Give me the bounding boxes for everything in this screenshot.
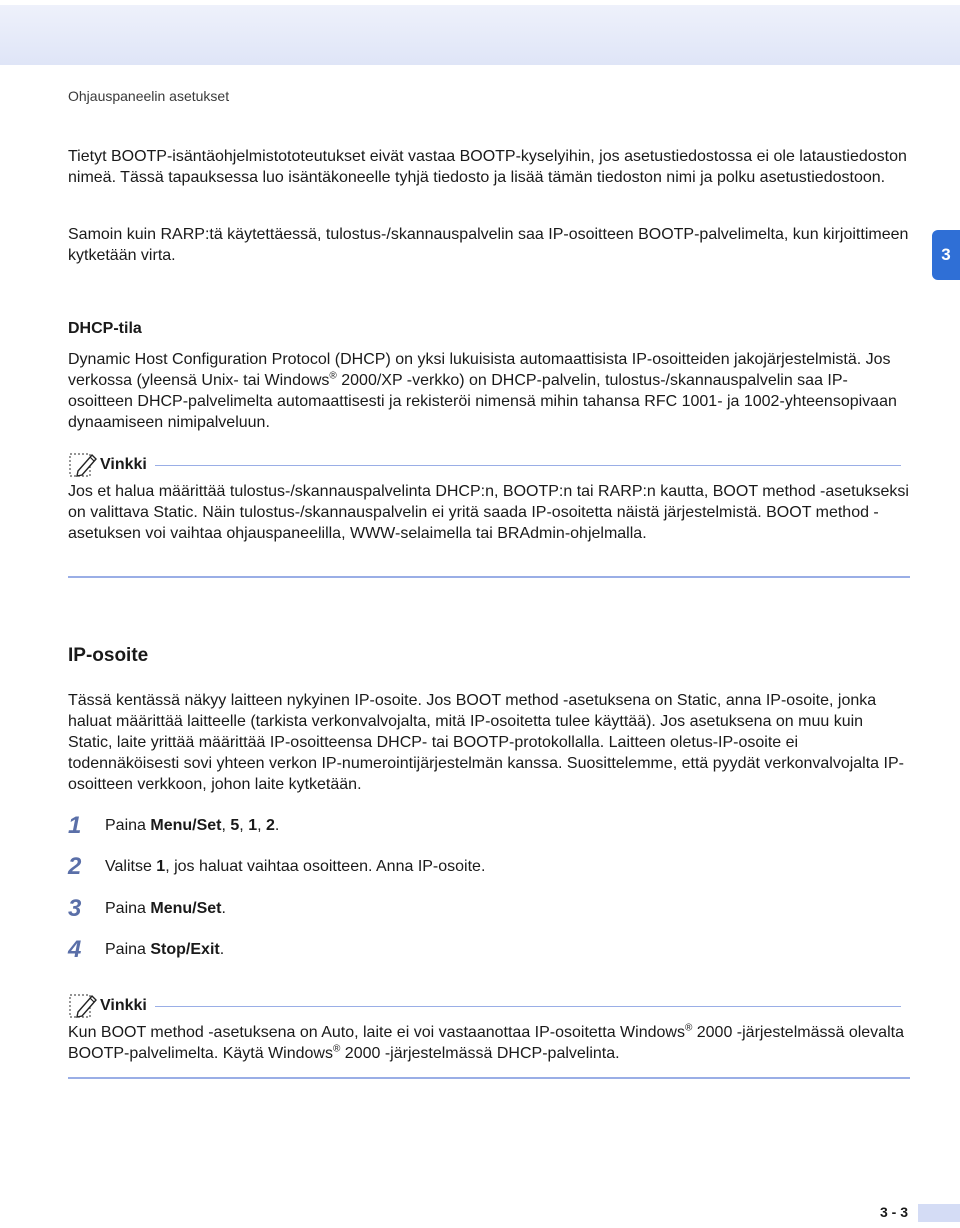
step-number: 3 bbox=[68, 895, 82, 922]
intro-paragraph-2: Samoin kuin RARP:tä käytettäessä, tulostus-/skannauspalvelin saa IP-osoitteen BOOTP-palvelimelta, kun kirjoittimeen kytketään virta. bbox=[68, 226, 909, 264]
note-bottom-rule bbox=[68, 576, 910, 578]
dhcp-text-1: Dynamic Host Configuration Protocol (DHCP) on yksi lukuisista automaattisista IP-osoitteiden jakojärjestelmistä. Jos verkossa (yleensä Unix- tai Windows bbox=[68, 351, 891, 389]
note-header-2 bbox=[68, 992, 901, 1020]
note-header-line bbox=[155, 1006, 901, 1007]
note-label: Vinkki bbox=[100, 456, 147, 473]
note-header-line bbox=[155, 465, 901, 466]
step-4 bbox=[68, 936, 224, 964]
footer-bar bbox=[918, 1204, 960, 1222]
page-number: 3 - 3 bbox=[880, 1204, 909, 1220]
dhcp-text-2: 2000/XP -verkko) on DHCP-palvelin, tulostus-/skannauspalvelin saa IP-osoitteen DHCP-palvelimelta automaattisesti ja rekisteröi nimensä mihin tahansa RFC 1001- ja 1002-yhteensopivaan dynaamiseen nimipalveluun. bbox=[68, 372, 897, 431]
section-title: Ohjauspaneelin asetukset bbox=[68, 88, 230, 104]
chapter-number: 3 bbox=[941, 245, 951, 264]
step-text: Valitse 1, jos haluat vaihtaa osoitteen. Anna IP-osoite. bbox=[105, 858, 486, 875]
chapter-tab bbox=[932, 230, 960, 280]
registered-mark: ® bbox=[684, 1022, 693, 1034]
step-2 bbox=[68, 853, 485, 881]
step-text: Paina Stop/Exit. bbox=[105, 941, 225, 958]
intro-paragraph-1: Tietyt BOOTP-isäntäohjelmistototeutukset eivät vastaa BOOTP-kyselyihin, jos asetustiedostossa ei ole lataustiedoston nimeä. Tässä tapauksessa luo isäntäkoneelle tyhjä tiedosto ja lisää tämän tiedoston nimi ja polku asetustiedostoon. bbox=[68, 148, 907, 186]
dhcp-paragraph bbox=[68, 349, 910, 433]
note-label: Vinkki bbox=[100, 997, 147, 1014]
registered-mark: ® bbox=[332, 1043, 341, 1055]
step-1 bbox=[68, 812, 279, 840]
top-banner bbox=[0, 5, 960, 65]
step-number: 4 bbox=[68, 936, 82, 963]
step-number: 1 bbox=[68, 812, 82, 839]
ip-heading: IP-osoite bbox=[68, 645, 149, 666]
registered-mark: ® bbox=[329, 370, 337, 382]
step-number: 2 bbox=[68, 853, 82, 880]
note-text-2: Kun BOOT method -asetuksena on Auto, laite ei voi vastaanottaa IP-osoitetta Windows® 2000 -järjestelmässä olevalta BOOTP-palvelimelta. Käytä Windows® 2000 -järjestelmässä DHCP-palvelinta. bbox=[68, 1022, 904, 1062]
ip-paragraph: Tässä kentässä näkyy laitteen nykyinen IP-osoite. Jos BOOT method -asetuksena on Static, anna IP-osoite, jonka haluat määrittää laitteelle (tarkista verkonvalvojalta, mitä IP-osoitetta tulee käyttää). Jos asetuksena on muu kuin Static, laite yrittää määrittää IP-osoitteensa DHCP- tai BOOTP-protokollalla. Laitteen oletus-IP-osoite ei todennäköisesti sovi yhteen verkon IP-numerointijärjestelmän kanssa. Suosittelemme, että pyydät verkonvalvojalta IP-osoitteen verkkoon, johon laite kytketään. bbox=[68, 692, 904, 793]
note-text-1: Jos et halua määrittää tulostus-/skannauspalvelinta DHCP:n, BOOTP:n tai RARP:n kautta, BOOT method -asetukseksi on valittava Static. Näin tulostus-/skannauspalvelin ei yritä saada IP-osoitetta näistä järjestelmistä. BOOT method -asetuksen voi vaihtaa ohjauspaneelilla, WWW-selaimella tai BRAdmin-ohjelmalla. bbox=[68, 483, 909, 542]
note-header-1 bbox=[68, 451, 901, 479]
step-text: Paina Menu/Set, 5, 1, 2. bbox=[105, 817, 280, 834]
pencil-note-icon bbox=[68, 992, 98, 1020]
dhcp-heading: DHCP-tila bbox=[68, 320, 142, 337]
pencil-note-icon bbox=[68, 451, 98, 479]
note-bottom-rule bbox=[68, 1077, 910, 1079]
step-text: Paina Menu/Set. bbox=[105, 900, 226, 917]
step-3 bbox=[68, 895, 226, 923]
